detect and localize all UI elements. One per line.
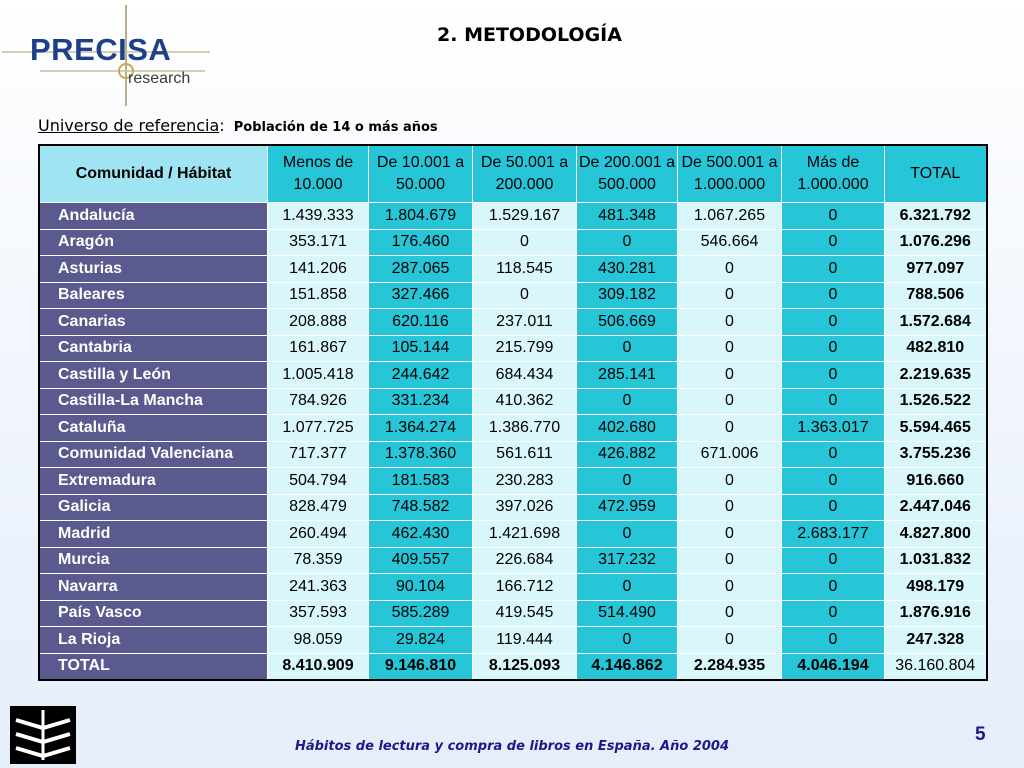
- table-cell-grand-total: 36.160.804: [885, 653, 987, 680]
- table-row: [39, 494, 987, 521]
- book-logo-icon: [10, 706, 76, 764]
- table-cell: 1.804.679: [369, 203, 473, 230]
- table-cell: 166.712: [473, 574, 577, 601]
- table-cell: 237.011: [473, 309, 577, 336]
- table-cell: 481.348: [577, 203, 678, 230]
- table-cell: 0: [577, 521, 678, 548]
- header-cell: De 200.001 a 500.000: [577, 145, 678, 203]
- table-cell: 1.067.265: [678, 203, 782, 230]
- table-cell: 0: [577, 335, 678, 362]
- table-cell: 0: [782, 547, 885, 574]
- table-cell: 181.583: [369, 468, 473, 495]
- table-cell: 1.386.770: [473, 415, 577, 442]
- row-label: País Vasco: [39, 600, 268, 627]
- table-cell: 0: [678, 521, 782, 548]
- table-cell-total: 788.506: [885, 282, 987, 309]
- table-row: [39, 362, 987, 389]
- table-row: [39, 388, 987, 415]
- table-cell: 684.434: [473, 362, 577, 389]
- table-cell: 514.490: [577, 600, 678, 627]
- table-cell: 4.046.194: [782, 653, 885, 680]
- table-cell: 0: [678, 256, 782, 283]
- table-row: [39, 547, 987, 574]
- row-label: Galicia: [39, 494, 268, 521]
- table-cell: 0: [577, 388, 678, 415]
- table-cell: 309.182: [577, 282, 678, 309]
- table-cell: 0: [782, 256, 885, 283]
- table-cell: 0: [577, 574, 678, 601]
- table-cell: 0: [678, 574, 782, 601]
- subtitle-value: Población de 14 o más años: [233, 120, 438, 135]
- table-cell: 0: [782, 600, 885, 627]
- table-cell: 430.281: [577, 256, 678, 283]
- table-cell: 331.234: [369, 388, 473, 415]
- table-row: [39, 521, 987, 548]
- table-cell: 176.460: [369, 229, 473, 256]
- table-cell: 410.362: [473, 388, 577, 415]
- table-cell: 1.421.698: [473, 521, 577, 548]
- row-label: Castilla-La Mancha: [39, 388, 268, 415]
- table-row: [39, 203, 987, 230]
- table-cell: 620.116: [369, 309, 473, 336]
- table-cell-total: 247.328: [885, 627, 987, 654]
- header-cell: Comunidad / Hábitat: [39, 145, 268, 203]
- row-label: Andalucía: [39, 203, 268, 230]
- table-row: [39, 309, 987, 336]
- table-cell: 208.888: [268, 309, 369, 336]
- table-cell: 717.377: [268, 441, 369, 468]
- table-cell: 29.824: [369, 627, 473, 654]
- table-cell: 409.557: [369, 547, 473, 574]
- table-cell: 0: [782, 229, 885, 256]
- table-cell: 784.926: [268, 388, 369, 415]
- table-cell: 0: [678, 335, 782, 362]
- table-cell: 260.494: [268, 521, 369, 548]
- table-cell-total: 2.447.046: [885, 494, 987, 521]
- row-label: Cataluña: [39, 415, 268, 442]
- header-cell: De 10.001 a 50.000: [369, 145, 473, 203]
- row-label: Asturias: [39, 256, 268, 283]
- table-cell: 1.077.725: [268, 415, 369, 442]
- table-cell: 0: [782, 441, 885, 468]
- subtitle-colon: :: [219, 116, 225, 135]
- table-cell: 546.664: [678, 229, 782, 256]
- table-cell: 2.683.177: [782, 521, 885, 548]
- row-label: Aragón: [39, 229, 268, 256]
- row-label: Canarias: [39, 309, 268, 336]
- table-cell: 0: [678, 627, 782, 654]
- table-cell: 0: [782, 203, 885, 230]
- table-cell: 353.171: [268, 229, 369, 256]
- table-cell: 0: [782, 335, 885, 362]
- row-label: Navarra: [39, 574, 268, 601]
- table-cell-total: 1.572.684: [885, 309, 987, 336]
- table-cell-total: 498.179: [885, 574, 987, 601]
- table-cell: 215.799: [473, 335, 577, 362]
- table-cell: 161.867: [268, 335, 369, 362]
- table-cell: 0: [782, 468, 885, 495]
- header-cell: De 50.001 a 200.000: [473, 145, 577, 203]
- table-cell: 426.882: [577, 441, 678, 468]
- table-cell: 241.363: [268, 574, 369, 601]
- table-row: [39, 441, 987, 468]
- table-cell: 0: [782, 362, 885, 389]
- row-label: Madrid: [39, 521, 268, 548]
- table-cell: 0: [782, 494, 885, 521]
- table-cell: 105.144: [369, 335, 473, 362]
- table-cell: 317.232: [577, 547, 678, 574]
- table-cell: 0: [782, 282, 885, 309]
- table-cell: 504.794: [268, 468, 369, 495]
- table-cell: 78.359: [268, 547, 369, 574]
- row-label: Comunidad Valenciana: [39, 441, 268, 468]
- table-row: [39, 574, 987, 601]
- table-cell-total: 2.219.635: [885, 362, 987, 389]
- header-cell: De 500.001 a 1.000.000: [678, 145, 782, 203]
- table-cell: 0: [678, 362, 782, 389]
- table-cell: 462.430: [369, 521, 473, 548]
- table-cell: 0: [678, 468, 782, 495]
- table-cell: 141.206: [268, 256, 369, 283]
- table-cell: 0: [678, 600, 782, 627]
- table-cell: 0: [678, 547, 782, 574]
- table-cell: 0: [678, 282, 782, 309]
- table-row: [39, 600, 987, 627]
- table-cell: 0: [782, 388, 885, 415]
- table-row: [39, 627, 987, 654]
- table-cell: 0: [577, 229, 678, 256]
- row-label: Castilla y León: [39, 362, 268, 389]
- page-number: 5: [975, 724, 986, 745]
- table-cell: 0: [678, 388, 782, 415]
- table-cell-total: 977.097: [885, 256, 987, 283]
- table-cell: 118.545: [473, 256, 577, 283]
- table-cell: 98.059: [268, 627, 369, 654]
- table-cell: 0: [678, 309, 782, 336]
- table-row: [39, 256, 987, 283]
- table-cell: 90.104: [369, 574, 473, 601]
- table-cell-total: 1.076.296: [885, 229, 987, 256]
- table-cell: 244.642: [369, 362, 473, 389]
- table-cell: 1.363.017: [782, 415, 885, 442]
- table-cell: 561.611: [473, 441, 577, 468]
- table-cell: 8.410.909: [268, 653, 369, 680]
- table-cell: 402.680: [577, 415, 678, 442]
- row-label: Cantabria: [39, 335, 268, 362]
- table-cell: 0: [782, 627, 885, 654]
- table-cell: 151.858: [268, 282, 369, 309]
- table-row: [39, 468, 987, 495]
- table-cell: 0: [473, 229, 577, 256]
- table-cell: 671.006: [678, 441, 782, 468]
- table-cell: 0: [473, 282, 577, 309]
- subtitle-label: Universo de referencia: [38, 116, 220, 135]
- logo-brand: PRECISA: [30, 32, 172, 67]
- table-cell-total: 1.031.832: [885, 547, 987, 574]
- slide-title: 2. METODOLOGÍA: [437, 24, 622, 46]
- table-cell: 0: [678, 415, 782, 442]
- table-cell: 2.284.935: [678, 653, 782, 680]
- table-cell: 4.146.862: [577, 653, 678, 680]
- table-cell: 287.065: [369, 256, 473, 283]
- table-cell: 0: [678, 494, 782, 521]
- table-cell: 8.125.093: [473, 653, 577, 680]
- table-cell: 506.669: [577, 309, 678, 336]
- table-cell-total: 4.827.800: [885, 521, 987, 548]
- table-cell: 419.545: [473, 600, 577, 627]
- table-cell: 1.439.333: [268, 203, 369, 230]
- table-cell: 285.141: [577, 362, 678, 389]
- table-row: [39, 282, 987, 309]
- table-cell: 1.005.418: [268, 362, 369, 389]
- logo-sub: research: [128, 70, 191, 87]
- table-cell: 585.289: [369, 600, 473, 627]
- table-cell-total: 3.755.236: [885, 441, 987, 468]
- table-total-row: [39, 653, 987, 680]
- table-cell: 119.444: [473, 627, 577, 654]
- table-cell: 327.466: [369, 282, 473, 309]
- table-cell: 1.378.360: [369, 441, 473, 468]
- row-label: Extremadura: [39, 468, 268, 495]
- header-cell: Menos de 10.000: [268, 145, 369, 203]
- table-cell: 230.283: [473, 468, 577, 495]
- header-cell: Más de 1.000.000: [782, 145, 885, 203]
- table-cell-total: 916.660: [885, 468, 987, 495]
- table-cell-total: 6.321.792: [885, 203, 987, 230]
- table-cell: 828.479: [268, 494, 369, 521]
- subtitle: [38, 116, 438, 135]
- table-cell: 0: [782, 574, 885, 601]
- table-cell: 397.026: [473, 494, 577, 521]
- footer-caption: Hábitos de lectura y compra de libros en España. Año 2004: [294, 739, 730, 754]
- row-label: Murcia: [39, 547, 268, 574]
- table-cell-total: 1.876.916: [885, 600, 987, 627]
- row-label: La Rioja: [39, 627, 268, 654]
- table-row: [39, 335, 987, 362]
- table-cell: 472.959: [577, 494, 678, 521]
- table-cell: 357.593: [268, 600, 369, 627]
- table-cell: 748.582: [369, 494, 473, 521]
- table-cell: 0: [577, 627, 678, 654]
- table-cell: 0: [577, 468, 678, 495]
- table-cell-total: 5.594.465: [885, 415, 987, 442]
- table-cell: 1.364.274: [369, 415, 473, 442]
- row-label: Baleares: [39, 282, 268, 309]
- table-cell: 0: [782, 309, 885, 336]
- population-table: [38, 144, 988, 681]
- table-cell: 226.684: [473, 547, 577, 574]
- table-cell: 1.529.167: [473, 203, 577, 230]
- table-header-row: [39, 145, 987, 203]
- precisa-logo: [0, 0, 220, 110]
- table-cell-total: 1.526.522: [885, 388, 987, 415]
- header-cell: TOTAL: [885, 145, 987, 203]
- table-row: [39, 415, 987, 442]
- table-row: [39, 229, 987, 256]
- table-cell: 9.146.810: [369, 653, 473, 680]
- row-label: TOTAL: [39, 653, 268, 680]
- table-cell-total: 482.810: [885, 335, 987, 362]
